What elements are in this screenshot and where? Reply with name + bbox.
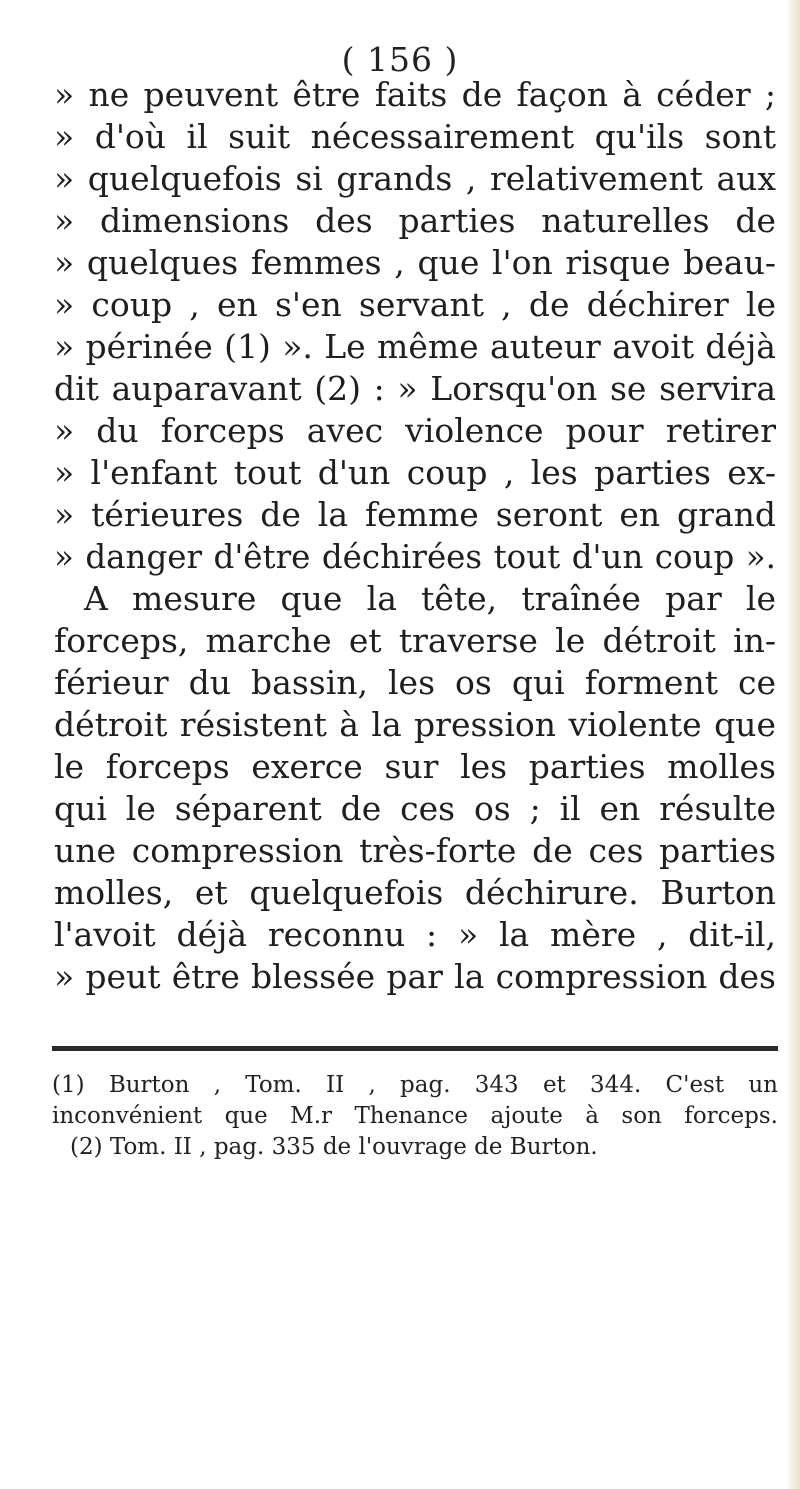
- text-line: forceps, marche et traverse le détroit in-: [54, 621, 776, 660]
- footnote-line: (2) Tom. II , pag. 335 de l'ouvrage de Burton.: [70, 1134, 598, 1160]
- page-edge-shadow: [786, 0, 800, 1489]
- text-line: » du forceps avec violence pour retirer: [54, 411, 776, 450]
- page-number: ( 156 ): [341, 40, 459, 79]
- footnote-line: (1) Burton , Tom. II , pag. 343 et 344. C'est un: [52, 1072, 778, 1098]
- text-line: » quelquefois si grands , relativement aux: [54, 159, 776, 198]
- text-line: » périnée (1) ». Le même auteur avoit déjà: [54, 327, 776, 366]
- text-line: A mesure que la tête, traînée par le: [84, 579, 776, 618]
- text-line: » quelques femmes , que l'on risque beau-: [54, 243, 776, 282]
- text-line: qui le séparent de ces os ; il en résulte: [54, 789, 776, 828]
- text-line: » dimensions des parties naturelles de: [54, 201, 776, 240]
- text-line: férieur du bassin, les os qui forment ce: [54, 663, 776, 702]
- text-line: une compression très-forte de ces parties: [54, 831, 776, 870]
- text-line: molles, et quelquefois déchirure. Burton: [54, 873, 776, 912]
- text-line: dit auparavant (2) : » Lorsqu'on se servira: [54, 369, 776, 408]
- footnote-rule: [52, 1046, 778, 1051]
- text-line: » coup , en s'en servant , de déchirer le: [54, 285, 776, 324]
- text-line: » l'enfant tout d'un coup , les parties ex-: [54, 453, 776, 492]
- footnote-line: inconvénient que M.r Thenance ajoute à son forceps.: [52, 1103, 778, 1129]
- text-line: » d'où il suit nécessairement qu'ils sont: [54, 117, 776, 156]
- text-line: » térieures de la femme seront en grand: [54, 495, 776, 534]
- text-line: détroit résistent à la pression violente que: [54, 705, 776, 744]
- text-line: » danger d'être déchirées tout d'un coup ».: [54, 538, 776, 576]
- text-line: le forceps exerce sur les parties molles: [54, 747, 776, 786]
- text-line: » ne peuvent être faits de façon à céder ;: [54, 75, 776, 114]
- text-line: l'avoit déjà reconnu : » la mère , dit-il,: [54, 915, 776, 954]
- text-line: » peut être blessée par la compression des: [54, 957, 776, 996]
